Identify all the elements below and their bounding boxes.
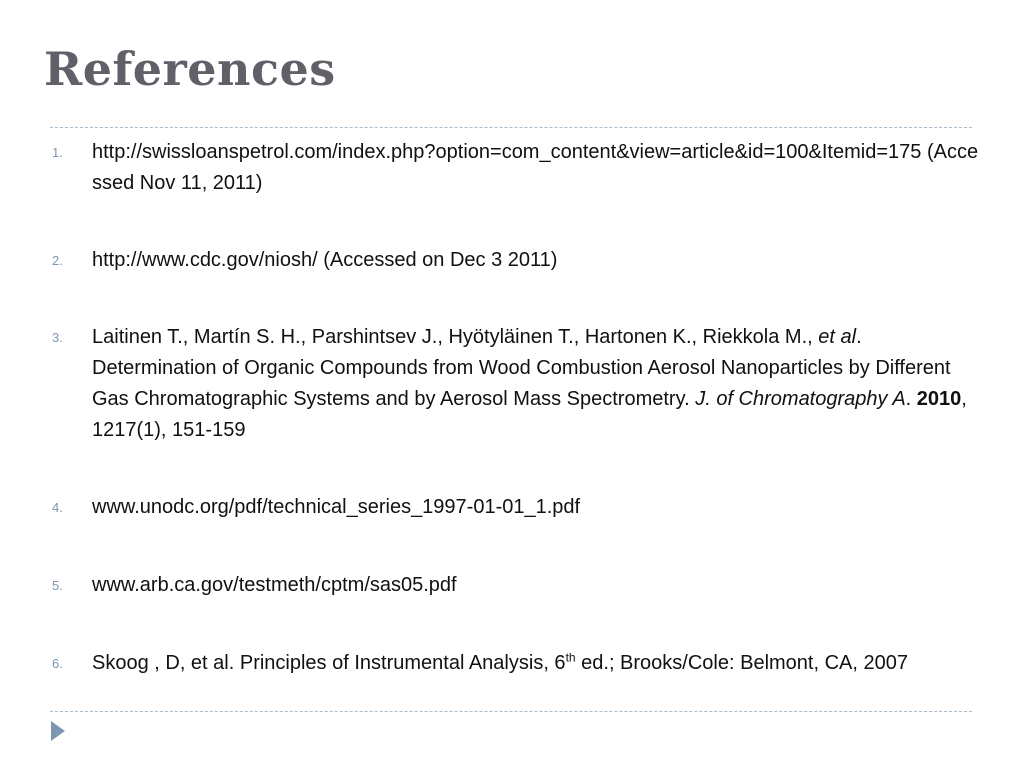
reference-text-main: Skoog , D, et al. Principles of Instrumental Analysis, 6	[92, 652, 566, 674]
reference-number: 1.	[52, 145, 63, 160]
reference-item-5	[52, 570, 987, 601]
ordinal-superscript: th	[565, 650, 576, 665]
reference-number: 6.	[52, 656, 63, 671]
reference-text-rest: ed.; Brooks/Cole: Belmont, CA, 2007	[575, 652, 908, 674]
reference-number: 4.	[52, 500, 63, 515]
reference-title: . Determination of Organic Compounds from Wood Combustion Aerosol Nanoparticles by Different Gas Chromatographic Systems and by Aerosol Mass Spectrometry.	[92, 326, 951, 410]
reference-text	[92, 648, 987, 679]
reference-number: 2.	[52, 253, 63, 268]
reference-text: www.arb.ca.gov/testmeth/cptm/sas05.pdf	[92, 574, 457, 596]
reference-et-al: et al	[818, 326, 857, 348]
bottom-divider	[50, 711, 972, 712]
reference-number: 5.	[52, 578, 63, 593]
reference-text: http://www.cdc.gov/niosh/ (Accessed on Dec 3 2011)	[92, 249, 558, 271]
reference-item-2	[52, 245, 987, 276]
reference-number: 3.	[52, 330, 63, 345]
reference-authors: Laitinen T., Martín S. H., Parshintsev J., Hyötyläinen T., Hartonen K., Riekkola M.,	[92, 326, 819, 348]
reference-details: , 1217(1), 151-159	[92, 388, 967, 441]
reference-year: 2010	[916, 388, 962, 410]
reference-list	[52, 137, 987, 679]
reference-journal: J. of Chromatography A	[695, 388, 906, 410]
reference-text	[92, 322, 987, 446]
reference-item-3	[52, 322, 987, 446]
reference-item-4	[52, 492, 987, 523]
reference-separator: .	[905, 388, 917, 410]
reference-text: www.unodc.org/pdf/technical_series_1997-01-01_1.pdf	[92, 496, 581, 518]
reference-text: http://swissloanspetrol.com/index.php?option=com_content&view=article&id=100&Itemid=175 (Accessed Nov 11, 2011)	[92, 141, 979, 194]
reference-item-6	[52, 648, 987, 679]
top-divider	[50, 127, 972, 128]
reference-item-1	[52, 137, 987, 199]
play-arrow-icon[interactable]	[51, 721, 65, 741]
slide-title: References	[44, 42, 336, 96]
